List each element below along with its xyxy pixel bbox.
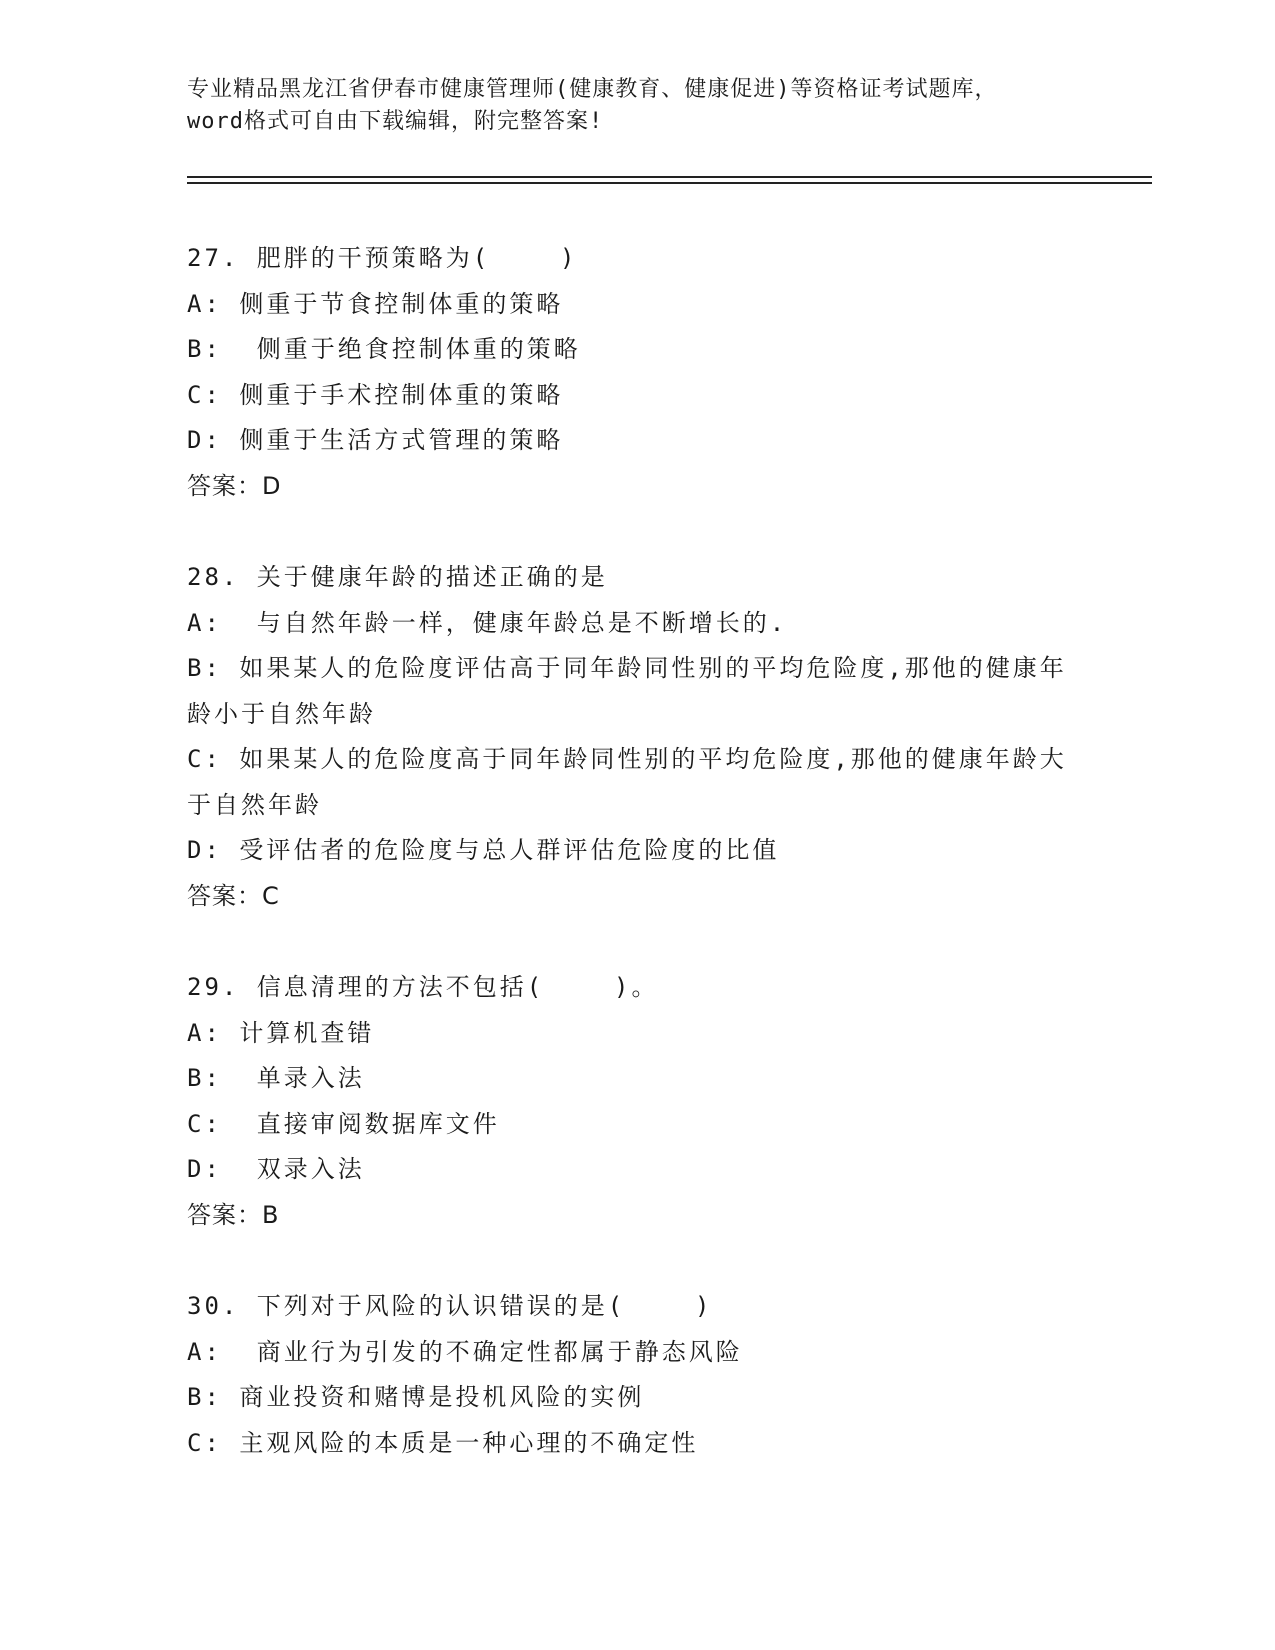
option-a: A: 计算机查错 bbox=[187, 1018, 375, 1047]
question-29 bbox=[187, 965, 1087, 1238]
header-divider-top bbox=[187, 176, 1152, 178]
question-27 bbox=[187, 236, 1087, 509]
option-d: D: 侧重于生活方式管理的策略 bbox=[187, 426, 564, 454]
header-line-2: word格式可自由下载编辑，附完整答案! bbox=[187, 109, 604, 134]
option-d: D: 受评估者的危险度与总人群评估危险度的比值 bbox=[187, 836, 780, 864]
answer: 答案：B bbox=[187, 1200, 280, 1229]
option-b: B: 如果某人的危险度评估高于同年龄同性别的平均危险度,那他的健康年龄小于自然年龄 bbox=[187, 654, 1067, 728]
option-c: C: 直接审阅数据库文件 bbox=[187, 1109, 500, 1138]
header-divider-bottom bbox=[187, 182, 1152, 184]
option-a: A: 商业行为引发的不确定性都属于静态风险 bbox=[187, 1337, 743, 1366]
question-list bbox=[187, 236, 1087, 1512]
option-d: D: 双录入法 bbox=[187, 1155, 365, 1183]
option-c: C: 主观风险的本质是一种心理的不确定性 bbox=[187, 1428, 699, 1457]
option-a: A: 侧重于节食控制体重的策略 bbox=[187, 289, 564, 318]
option-c: C: 侧重于手术控制体重的策略 bbox=[187, 380, 564, 409]
option-a: A: 与自然年龄一样，健康年龄总是不断增长的. bbox=[187, 608, 788, 637]
question-stem: 27. 肥胖的干预策略为( ) bbox=[187, 244, 578, 272]
question-stem: 30. 下列对于风险的认识错误的是( ) bbox=[187, 1292, 713, 1320]
question-28 bbox=[187, 555, 1087, 919]
option-c: C: 如果某人的危险度高于同年龄同性别的平均危险度,那他的健康年龄大于自然年龄 bbox=[187, 745, 1067, 819]
answer: 答案：C bbox=[187, 881, 280, 910]
option-b: B: 侧重于绝食控制体重的策略 bbox=[187, 335, 581, 363]
document-header bbox=[187, 74, 1067, 138]
question-stem: 29. 信息清理的方法不包括( )。 bbox=[187, 973, 659, 1001]
header-line-1: 专业精品黑龙江省伊春市健康管理师(健康教育、健康促进)等资格证考试题库， bbox=[187, 77, 998, 102]
question-30 bbox=[187, 1284, 1087, 1466]
question-stem: 28. 关于健康年龄的描述正确的是 bbox=[187, 563, 608, 591]
option-b: B: 单录入法 bbox=[187, 1064, 365, 1092]
option-b: B: 商业投资和赌博是投机风险的实例 bbox=[187, 1383, 645, 1411]
answer: 答案：D bbox=[187, 471, 282, 500]
